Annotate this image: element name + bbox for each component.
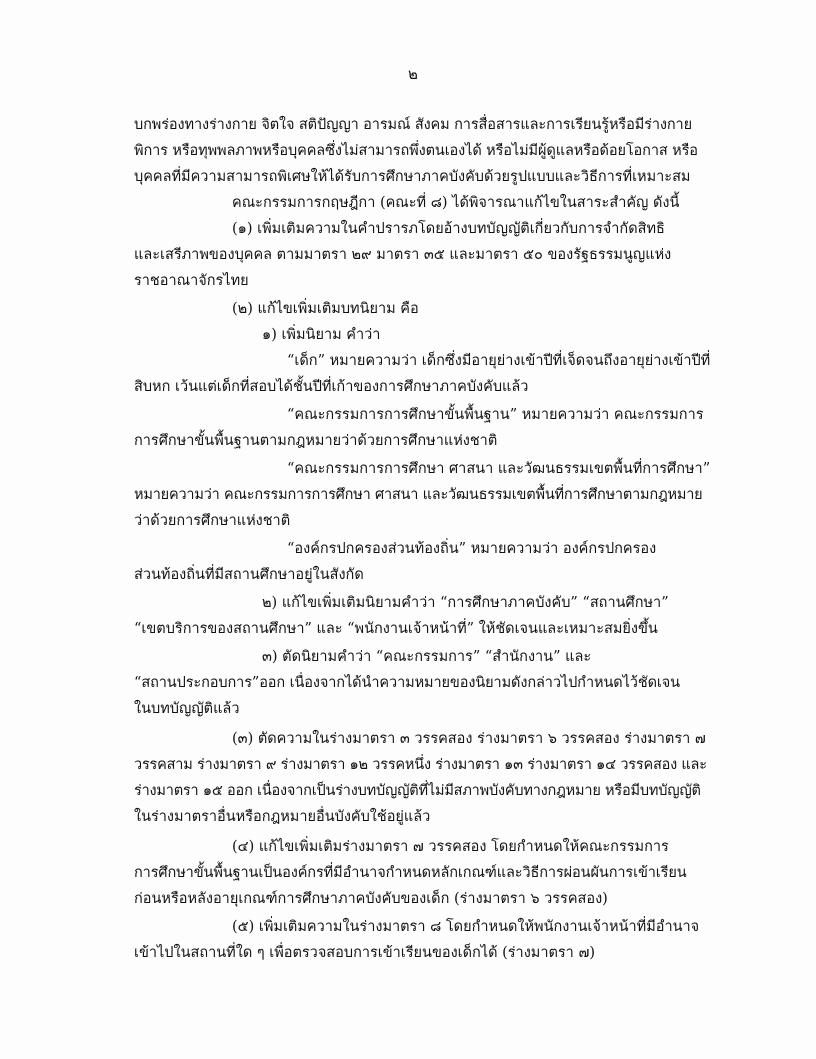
text-line: คณะกรรมการกฤษฎีกา (คณะที่ ๘) ได้พิจารณาแก้ไขในสาระสำคัญ ดังนี้ xyxy=(232,195,680,211)
text-line: การศึกษาขั้นพื้นฐานเป็นองค์กรที่มีอำนาจกำหนดหลักเกณฑ์และวิธีการผ่อนผันการเข้าเรียน xyxy=(134,865,687,881)
text-line: วรรคสาม ร่างมาตรา ๙ ร่างมาตรา ๑๒ วรรคหนึ่ง ร่างมาตรา ๑๓ ร่างมาตรา ๑๔ วรรคสอง และ xyxy=(134,757,707,773)
text-line: (๑) เพิ่มเติมความในคำปรารภโดยอ้างบทบัญญัติเกี่ยวกับการจำกัดสิทธิ xyxy=(232,221,665,237)
text-line: ๓) ตัดนิยามคำว่า “คณะกรรมการ” “สำนักงาน” และ xyxy=(262,649,592,665)
text-line: “คณะกรรมการการศึกษาขั้นพื้นฐาน” หมายความว่า คณะกรรมการ xyxy=(287,407,704,423)
text-line: ๒) แก้ไขเพิ่มเติมนิยามคำว่า “การศึกษาภาคบังคับ” “สถานศึกษา” xyxy=(262,595,669,611)
text-line: “สถานประกอบการ”ออก เนื่องจากได้นำความหมายของนิยามดังกล่าวไปกำหนดไว้ชัดเจน xyxy=(134,675,680,691)
text-line: ราชอาณาจักรไทย xyxy=(134,273,249,289)
text-line: บุคคลที่มีความสามารถพิเศษให้ได้รับการศึกษาภาคบังคับด้วยรูปแบบและวิธีการที่เหมาะสม xyxy=(134,169,691,185)
text-line: (๔) แก้ไขเพิ่มเติมร่างมาตรา ๗ วรรคสอง โดยกำหนดให้คณะกรรมการ xyxy=(232,839,669,855)
text-line: “เขตบริการของสถานศึกษา” และ “พนักงานเจ้าหน้าที่” ให้ชัดเจนและเหมาะสมยิ่งขึ้น xyxy=(134,621,658,637)
text-line: ก่อนหรือหลังอายุเกณฑ์การศึกษาภาคบังคับของเด็ก (ร่างมาตรา ๖ วรรคสอง) xyxy=(134,891,608,907)
page-number: ๒ xyxy=(408,65,418,83)
text-line: (๓) ตัดความในร่างมาตรา ๓ วรรคสอง ร่างมาตรา ๖ วรรคสอง ร่างมาตรา ๗ xyxy=(232,731,706,747)
text-line: “องค์กรปกครองส่วนท้องถิ่น” หมายความว่า องค์กรปกครอง xyxy=(287,541,657,557)
text-line: (๒) แก้ไขเพิ่มเติมบทนิยาม คือ xyxy=(232,301,419,317)
text-line: บกพร่องทางร่างกาย จิตใจ สติปัญญา อารมณ์ สังคม การสื่อสารและการเรียนรู้หรือมีร่างกาย xyxy=(134,117,692,133)
text-line: สิบหก เว้นแต่เด็กที่สอบได้ชั้นปีที่เก้าของการศึกษาภาคบังคับแล้ว xyxy=(134,379,529,395)
text-line: หมายความว่า คณะกรรมการการศึกษา ศาสนา และวัฒนธรรมเขตพื้นที่การศึกษาตามกฎหมาย xyxy=(134,487,703,503)
text-line: “คณะกรรมการการศึกษา ศาสนา และวัฒนธรรมเขตพื้นที่การศึกษา” xyxy=(287,461,711,477)
text-line: ว่าด้วยการศึกษาแห่งชาติ xyxy=(134,513,291,529)
text-line: ในร่างมาตราอื่นหรือกฎหมายอื่นบังคับใช้อยู่แล้ว xyxy=(134,809,431,825)
text-line: เข้าไปในสถานที่ใด ๆ เพื่อตรวจสอบการเข้าเรียนของเด็กได้ (ร่างมาตรา ๗) xyxy=(134,945,595,961)
text-line: ๑) เพิ่มนิยาม คำว่า xyxy=(262,327,381,343)
text-line: พิการ หรือทุพพลภาพหรือบุคคลซึ่งไม่สามารถพึ่งตนเองได้ หรือไม่มีผู้ดูแลหรือด้อยโอกาส หรือ xyxy=(134,143,698,159)
text-line: การศึกษาขั้นพื้นฐานตามกฎหมายว่าด้วยการศึกษาแห่งชาติ xyxy=(134,433,498,449)
text-line: และเสรีภาพของบุคคล ตามมาตรา ๒๙ มาตรา ๓๕ และมาตรา ๕๐ ของรัฐธรรมนูญแห่ง xyxy=(134,247,672,263)
text-line: ในบทบัญญัติแล้ว xyxy=(134,701,240,717)
text-line: “เด็ก” หมายความว่า เด็กซึ่งมีอายุย่างเข้าปีที่เจ็ดจนถึงอายุย่างเข้าปีที่ xyxy=(287,353,711,369)
text-line: (๕) เพิ่มเติมความในร่างมาตรา ๘ โดยกำหนดให้พนักงานเจ้าหน้าที่มีอำนาจ xyxy=(232,919,700,935)
text-line: ร่างมาตรา ๑๕ ออก เนื่องจากเป็นร่างบทบัญญัติที่ไม่มีสภาพบังคับทางกฎหมาย หรือมีบทบัญญัติ xyxy=(134,783,701,799)
text-line: ส่วนท้องถิ่นที่มีสถานศึกษาอยู่ในสังกัด xyxy=(134,567,364,583)
